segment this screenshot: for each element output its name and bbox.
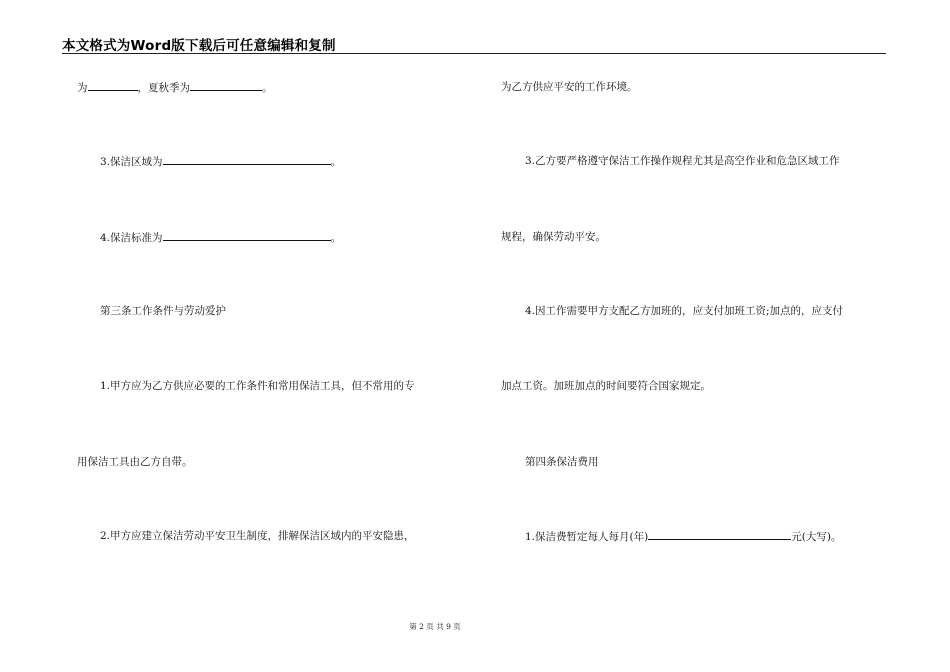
fill-in-blank [88,80,138,91]
text-fragment: 3.保洁区域为 [100,156,163,168]
right-line-5: 加点工资。加班加点的时间要符合国家规定。 [501,380,711,392]
left-line-6: 用保洁工具由乙方自带。 [77,456,193,468]
fill-in-blank [190,80,262,91]
text-fragment: ，夏秋季为 [137,82,190,94]
right-line-4: 4.因工作需要甲方支配乙方加班的，应支付加班工资;加点的，应支付 [525,305,844,317]
section-heading-3: 第三条工作条件与劳动爱护 [100,305,226,317]
left-line-1 [77,80,273,95]
section-heading-4: 第四条保洁费用 [525,456,599,468]
text-fragment: 。 [262,82,273,94]
document-header-title: 本文格式为Word版下载后可任意编辑和复制 [62,38,336,54]
left-line-5: 1.甲方应为乙方供应必要的工作条件和常用保洁工具，但不常用的专 [100,380,415,392]
right-line-1: 为乙方供应平安的工作环境。 [501,81,638,93]
fill-in-blank [648,529,791,540]
fill-in-blank [163,230,331,241]
text-fragment: 为 [77,82,88,94]
header-divider [62,53,886,54]
text-fragment: 。 [330,156,342,168]
text-fragment: 4.保洁标准为 [100,232,163,244]
right-line-2: 3.乙方要严格遵守保洁工作操作规程尤其是高空作业和危急区域工作 [525,155,840,167]
text-fragment: 1.保洁费暂定每人每月(年) [525,531,649,543]
right-line-3: 规程，确保劳动平安。 [501,231,606,243]
page-number-footer: 第 2 页 共 9 页 [409,622,461,631]
right-line-7 [525,529,841,544]
left-line-2 [100,154,341,169]
fill-in-blank [163,154,331,165]
text-fragment: 元(大写)。 [791,531,842,543]
left-line-7: 2.甲方应建立保洁劳动平安卫生制度，排解保洁区域内的平安隐患， [100,530,415,542]
left-line-3 [100,230,341,245]
text-fragment: 。 [330,232,342,244]
